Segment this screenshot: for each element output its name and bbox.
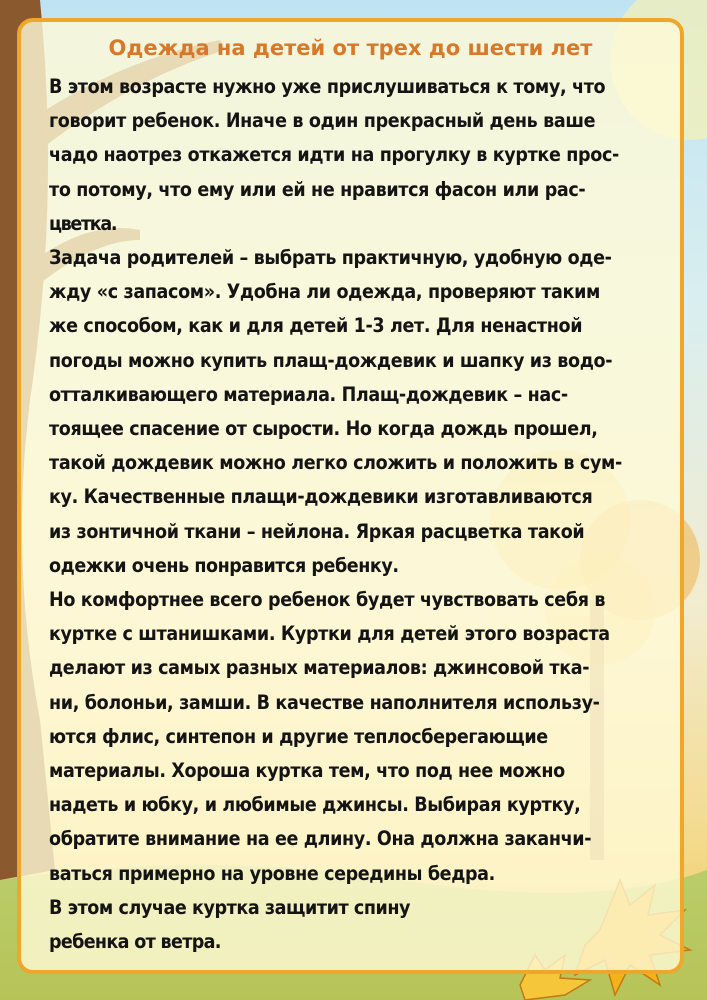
text-line: ются флис, синтепон и другие теплосберегающие [49, 724, 548, 748]
text-line: такой дождевик можно легко сложить и положить в сум- [49, 451, 622, 475]
text-line: же способом, как и для детей 1-3 лет. Для ненастной [49, 314, 583, 338]
article-body [49, 70, 689, 959]
text-line: чадо наотрез откажется идти на прогулку в куртке прос- [49, 143, 619, 167]
text-line: ребенка от ветра. [49, 930, 221, 954]
text-line: жду «с запасом». Удобна ли одежда, проверяют таким [49, 280, 600, 304]
text-line: надеть и юбку, и любимые джинсы. Выбирая куртку, [49, 793, 581, 817]
text-line: ни, болоньи, замши. В качестве наполнителя использу- [49, 690, 600, 714]
text-line: цветка. [49, 211, 117, 235]
text-line: ку. Качественные плащи-дождевики изготавливаются [49, 485, 593, 509]
text-line: погоды можно купить плащ-дождевик и шапку из водо- [49, 348, 613, 372]
text-line: В этом возрасте нужно уже прислушиваться к тому, что [49, 75, 606, 98]
text-line: делают из самых разных материалов: джинсовой тка- [49, 656, 590, 680]
page-title: Одежда на детей от трех до шести лет [108, 36, 593, 60]
text-line: В этом случае куртка защитит спину [49, 895, 411, 919]
text-line: Задача родителей – выбрать практичную, удобную оде- [49, 246, 612, 270]
text-line: ваться примерно на уровне середины бедра. [49, 861, 495, 885]
text-line: тоящее спасение от сырости. Но когда дождь прошел, [49, 417, 598, 441]
text-line: Но комфортнее всего ребенок будет чувствовать себя в [49, 588, 606, 612]
text-line: отталкивающего материала. Плащ-дождевик – нас- [49, 382, 568, 406]
text-line: говорит ребенок. Иначе в один прекрасный день ваше [49, 109, 596, 133]
text-line: то потому, что ему или ей не нравится фасон или рас- [49, 177, 586, 201]
text-line: материалы. Хороша куртка тем, что под нее можно [49, 759, 565, 783]
text-line: куртке с штанишками. Куртки для детей этого возраста [49, 622, 610, 646]
text-line: обратите внимание на ее длину. Она должна заканчи- [49, 827, 592, 851]
text-line: из зонтичной ткани – нейлона. Яркая расцветка такой [49, 519, 585, 543]
text-line: одежки очень понравится ребенку. [49, 553, 399, 577]
